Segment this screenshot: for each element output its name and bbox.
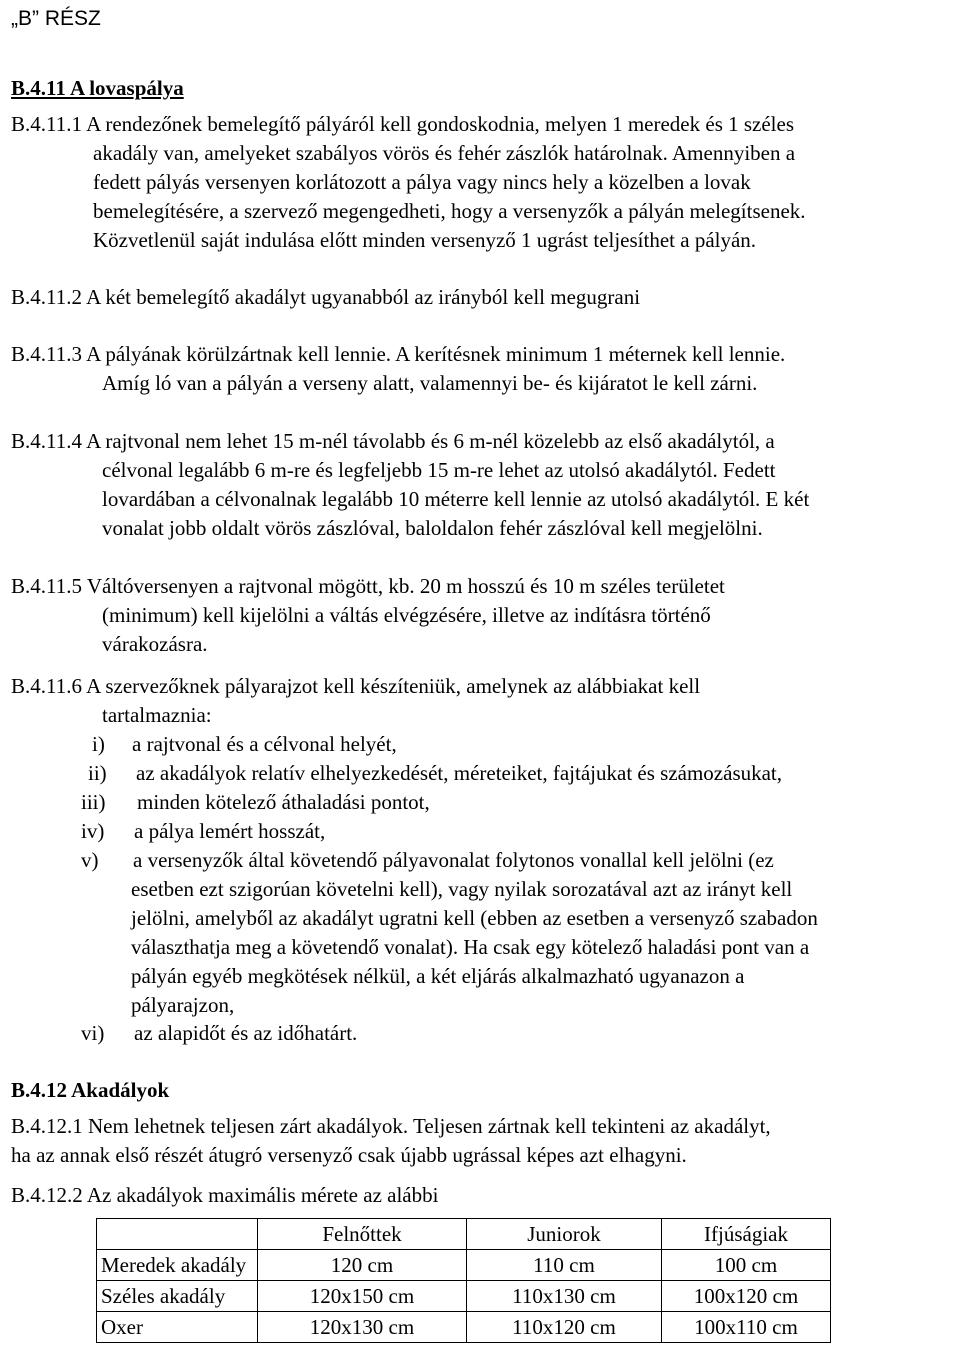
table-row <box>97 1281 831 1312</box>
table-cell: 110x120 cm <box>467 1312 662 1343</box>
list-item-number: i) <box>92 732 105 756</box>
part-title: „B” RÉSZ <box>11 7 101 30</box>
list-item-text: az alapidőt és az időhatárt. <box>134 1021 358 1045</box>
table-cell: Széles akadály <box>97 1281 258 1312</box>
paragraph-line: (minimum) kell kijelölni a váltás elvégzésére, illetve az indításra történő <box>102 603 711 627</box>
paragraph-line: B.4.11.1 A rendezőnek bemelegítő pályáról kell gondoskodnia, melyen 1 meredek és 1 széles <box>11 112 795 136</box>
paragraph-line: fedett pályás versenyen korlátozott a pálya vagy nincs hely a közelben a lovak <box>93 170 751 194</box>
paragraph-line: B.4.12.1 Nem lehetnek teljesen zárt akadályok. Teljesen zártnak kell tekinteni az akadályt, <box>11 1114 771 1138</box>
paragraph-line: vonalat jobb oldalt vörös zászlóval, baloldalon fehér zászlóval kell megjelölni. <box>102 516 763 540</box>
paragraph-line: bemelegítésére, a szervező megengedheti, hogy a versenyzők a pályán melegítsenek. <box>93 199 806 223</box>
table-cell: 100x120 cm <box>662 1281 831 1312</box>
paragraph-line: várakozásra. <box>102 632 208 656</box>
paragraph-line: Amíg ló van a pályán a verseny alatt, valamennyi be- és kijáratot le kell zárni. <box>102 371 758 395</box>
table-cell: 110x130 cm <box>467 1281 662 1312</box>
list-item-text: jelölni, amelyből az akadályt ugratni kell (ebben az esetben a versenyző szabadon <box>131 906 818 930</box>
obstacle-dimensions-table <box>96 1218 831 1343</box>
table-cell: 120x150 cm <box>258 1281 467 1312</box>
table-header-cell: Juniorok <box>467 1219 662 1250</box>
paragraph-line: Közvetlenül saját indulása előtt minden versenyző 1 ugrást teljesíthet a pályán. <box>93 228 757 252</box>
list-item-number: iii) <box>81 790 106 814</box>
table-cell: 100x110 cm <box>662 1312 831 1343</box>
paragraph-b41222: B.4.12.2 Az akadályok maximális mérete az alábbi <box>11 1183 439 1207</box>
table-row <box>97 1250 831 1281</box>
paragraph-line: B.4.11.5 Váltóversenyen a rajtvonal mögött, kb. 20 m hosszú és 10 m széles területet <box>11 574 725 598</box>
paragraph-b4112: B.4.11.2 A két bemelegítő akadályt ugyanabból az irányból kell megugrani <box>11 285 641 309</box>
paragraph-line: célvonal legalább 6 m-re és legfeljebb 15 m-re lehet az utolsó akadálytól. Fedett <box>102 458 776 482</box>
table-cell: Oxer <box>97 1312 258 1343</box>
paragraph-line: ha az annak első részét átugró versenyző csak újabb ugrással képes azt elhagyni. <box>11 1143 687 1167</box>
list-item-number: iv) <box>81 819 105 843</box>
table-cell: Meredek akadály <box>97 1250 258 1281</box>
list-item-text: pályarajzon, <box>131 993 235 1017</box>
section-heading-b411: B.4.11 A lovaspálya <box>11 76 184 100</box>
paragraph-line: tartalmaznia: <box>102 703 212 727</box>
list-item-text: minden kötelező áthaladási pontot, <box>137 790 430 814</box>
list-item-text: az akadályok relatív elhelyezkedését, méreteiket, fajtájukat és számozásukat, <box>136 761 783 785</box>
paragraph-line: akadály van, amelyeket szabályos vörös és fehér zászlók határolnak. Amennyiben a <box>93 141 796 165</box>
section-heading-b412: B.4.12 Akadályok <box>11 1078 170 1102</box>
table-header-row <box>97 1219 831 1250</box>
list-item-text: esetben ezt szigorúan követelni kell), vagy nyilak sorozatával azt az irányt kell <box>131 877 793 901</box>
table-cell: 120 cm <box>258 1250 467 1281</box>
paragraph-line: B.4.11.4 A rajtvonal nem lehet 15 m-nél távolabb és 6 m-nél közelebb az első akadálytól, a <box>11 429 775 453</box>
table-cell: 120x130 cm <box>258 1312 467 1343</box>
table-header-cell: Ifjúságiak <box>662 1219 831 1250</box>
table-header-cell: Felnőttek <box>258 1219 467 1250</box>
table-row <box>97 1312 831 1343</box>
list-item-number: vi) <box>81 1021 105 1045</box>
list-item-text: választhatja meg a követendő vonalat). Ha csak egy kötelező haladási pont van a <box>131 935 810 959</box>
table-cell: 110 cm <box>467 1250 662 1281</box>
list-item-number: v) <box>81 848 99 872</box>
list-item-text: pályán egyéb megkötések nélkül, a két eljárás alkalmazható ugyanazon a <box>131 964 745 988</box>
list-item-text: a versenyzők által követendő pályavonalat folytonos vonallal kell jelölni (ez <box>133 848 774 872</box>
table-cell: 100 cm <box>662 1250 831 1281</box>
paragraph-line: lovardában a célvonalnak legalább 10 méterre kell lennie az utolsó akadálytól. E két <box>102 487 810 511</box>
list-item-number: ii) <box>88 761 107 785</box>
list-item-text: a pálya lemért hosszát, <box>134 819 326 843</box>
paragraph-line: B.4.11.3 A pályának körülzártnak kell lennie. A kerítésnek minimum 1 méternek kell lennie. <box>11 342 786 366</box>
paragraph-line: B.4.11.6 A szervezőknek pályarajzot kell készíteniük, amelynek az alábbiakat kell <box>11 674 701 698</box>
list-item-text: a rajtvonal és a célvonal helyét, <box>132 732 397 756</box>
table-header-cell <box>97 1219 258 1250</box>
